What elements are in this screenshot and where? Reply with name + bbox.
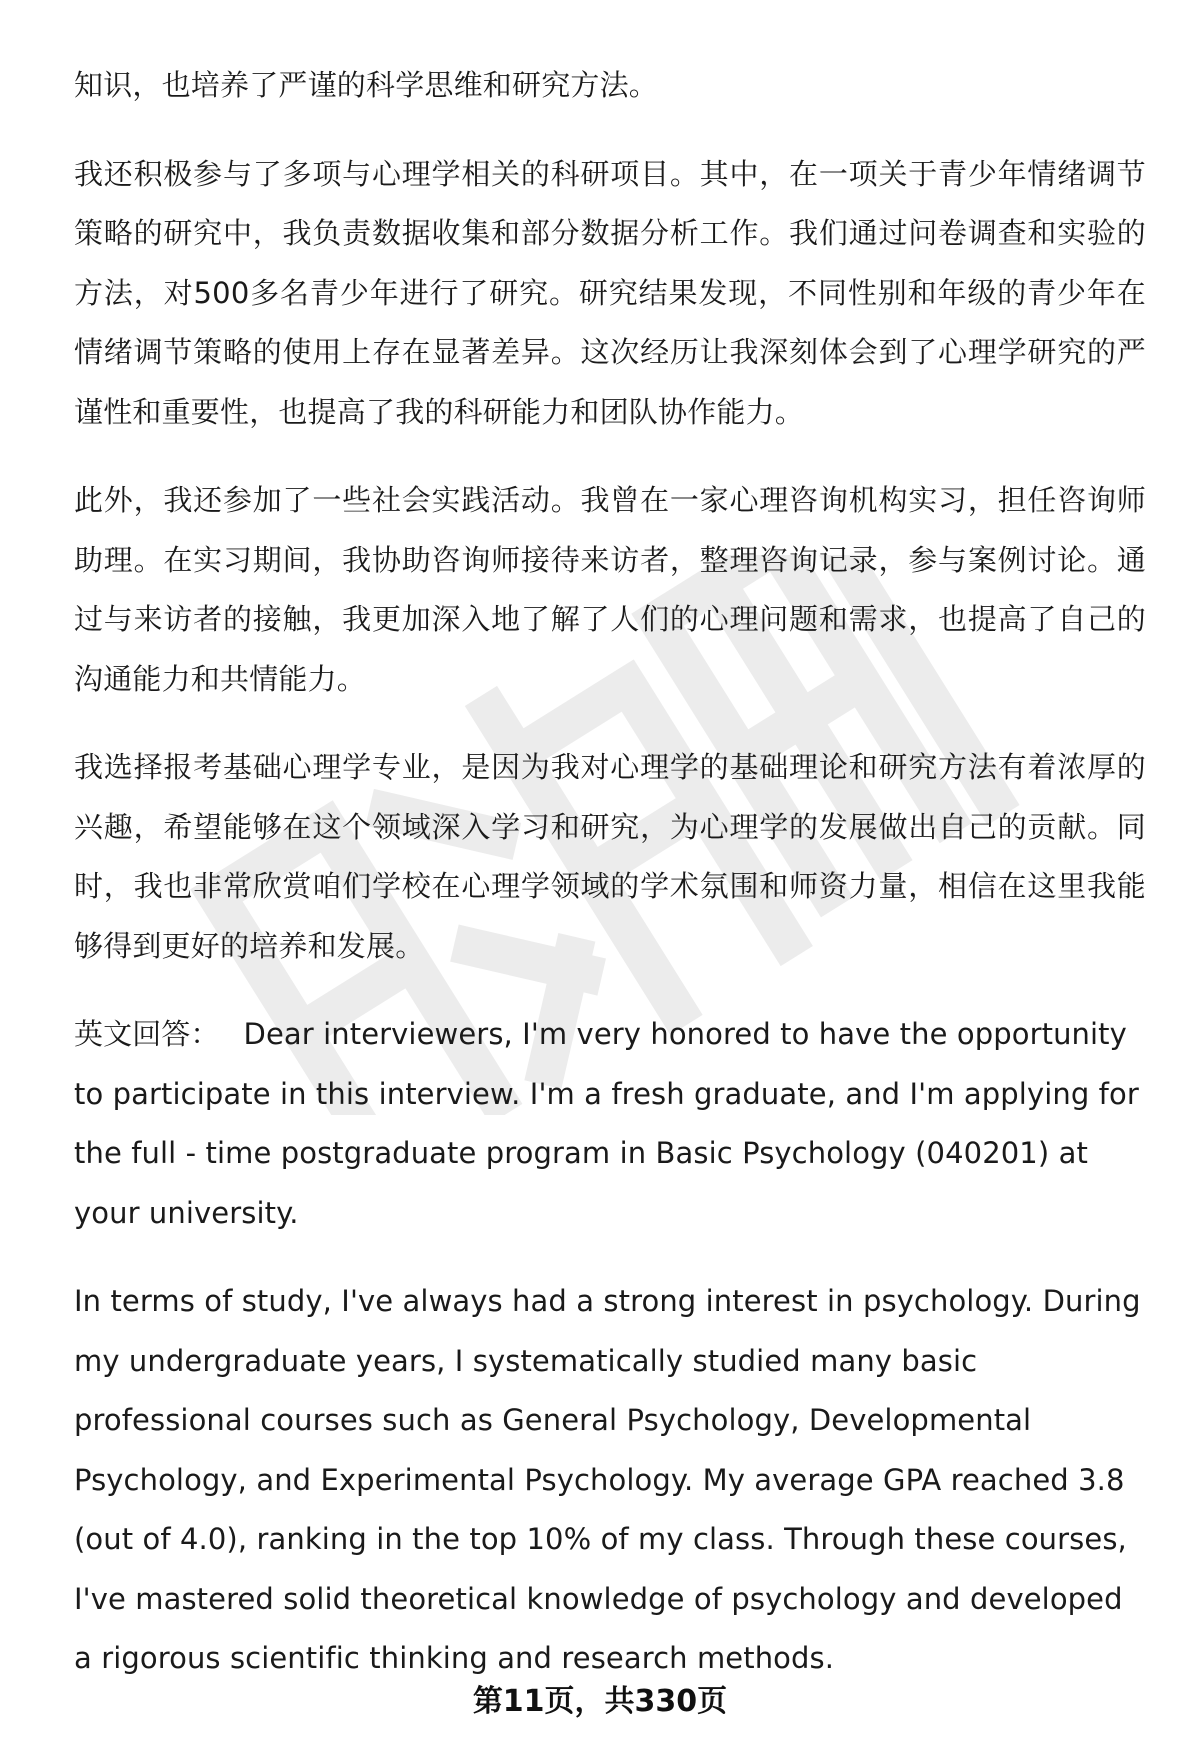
- paragraph-social-practice: 此外，我还参加了一些社会实践活动。我曾在一家心理咨询机构实习，担任咨询师助理。在实习期间，我协助咨询师接待来访者，整理咨询记录，参与案例讨论。通过与来访者的接触，我更加深入地了解了人们的心理问题和需求，也提高了自己的沟通能力和共情能力。: [74, 483, 1146, 696]
- page-number-footer: 第11页，共330页: [472, 1684, 728, 1719]
- document-body: [74, 56, 1146, 1689]
- paragraph-application-reason: 我选择报考基础心理学专业，是因为我对心理学的基础理论和研究方法有着浓厚的兴趣，希望能够在这个领域深入学习和研究，为心理学的发展做出自己的贡献。同时，我也非常欣赏咱们学校在心理学领域的学术氛围和师资力量，相信在这里我能够得到更好的培养和发展。: [74, 750, 1146, 963]
- paragraph-research-project: 我还积极参与了多项与心理学相关的科研项目。其中，在一项关于青少年情绪调节策略的研究中，我负责数据收集和部分数据分析工作。我们通过问卷调查和实验的方法，对500多名青少年进行了研究。研究结果发现，不同性别和年级的青少年在情绪调节策略的使用上存在显著差异。这次经历让我深刻体会到了心理学研究的严谨性和重要性，也提高了我的科研能力和团队协作能力。: [74, 156, 1146, 429]
- paragraph-english-study: In terms of study, I've always had a strong interest in psychology. During my undergraduate years, I systematically studied many basic professional courses such as General Psychology, Developmental Psychology, and Experimental Psychology. My average GPA reached 3.8 (out of 4.0), ranking in the top 10% of my class. Through these courses, I've mastered solid theoretical knowledge of psychology and developed a rigorous scientific thinking and research methods.: [74, 1284, 1141, 1675]
- paragraph-method-summary: 知识，也培养了严谨的科学思维和研究方法。: [74, 68, 659, 102]
- english-answer-label: 英文回答：: [74, 1017, 220, 1051]
- english-intro-text: Dear interviewers, I'm very honored to have the opportunity to participate in this interview. I'm a fresh graduate, and I'm applying for the full - time postgraduate program in Basic Psychology (040201) at your university.: [74, 1017, 1139, 1230]
- paragraph-english-intro: [74, 1005, 1146, 1243]
